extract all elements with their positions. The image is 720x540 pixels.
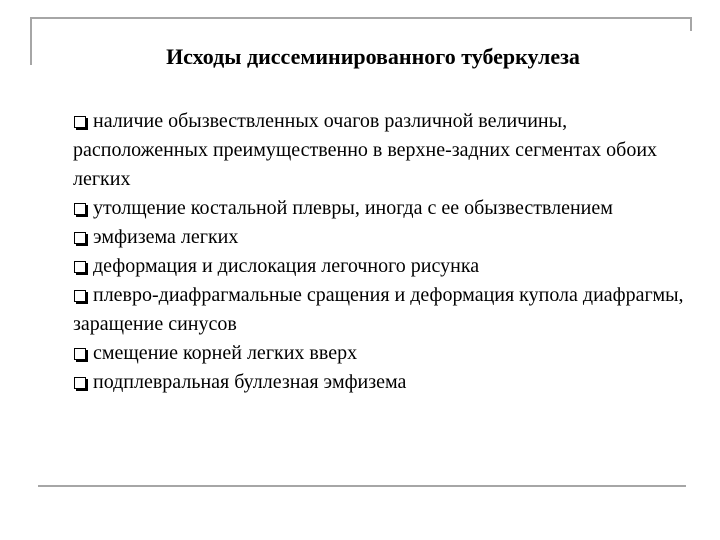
list-item bbox=[73, 281, 693, 339]
checkbox-square-icon bbox=[74, 203, 86, 215]
list-item-text: подплевральная буллезная эмфизема bbox=[93, 371, 407, 393]
list-item bbox=[73, 368, 693, 397]
frame-right-line bbox=[690, 17, 692, 31]
checkbox-square-icon bbox=[74, 377, 86, 389]
checkbox-square-icon bbox=[74, 290, 86, 302]
checkbox-square-icon bbox=[74, 348, 86, 360]
list-item bbox=[73, 194, 693, 223]
frame-bottom-line bbox=[38, 485, 686, 487]
list-item-text: наличие обызвествленных очагов различной величины, расположенных преимущественно в верхне-задних сегментах обоих легких bbox=[73, 110, 658, 190]
list-item bbox=[73, 107, 693, 194]
list-item-text: плевро-диафрагмальные сращения и деформация купола диафрагмы, заращение синусов bbox=[73, 284, 684, 335]
bullet-list bbox=[73, 107, 693, 397]
list-item bbox=[73, 252, 693, 281]
checkbox-square-icon bbox=[74, 261, 86, 273]
list-item-text: утолщение костальной плевры, иногда с ее обызвествлением bbox=[93, 197, 613, 219]
frame-top-line bbox=[30, 17, 691, 19]
checkbox-square-icon bbox=[74, 232, 86, 244]
list-item-text: смещение корней легких вверх bbox=[93, 342, 358, 364]
list-item bbox=[73, 339, 693, 368]
list-item bbox=[73, 223, 693, 252]
slide-title: Исходы диссеминированного туберкулеза bbox=[166, 44, 580, 69]
list-item-text: эмфизема легких bbox=[93, 226, 239, 248]
checkbox-square-icon bbox=[74, 116, 86, 128]
list-item-text: деформация и дислокация легочного рисунка bbox=[93, 255, 480, 277]
